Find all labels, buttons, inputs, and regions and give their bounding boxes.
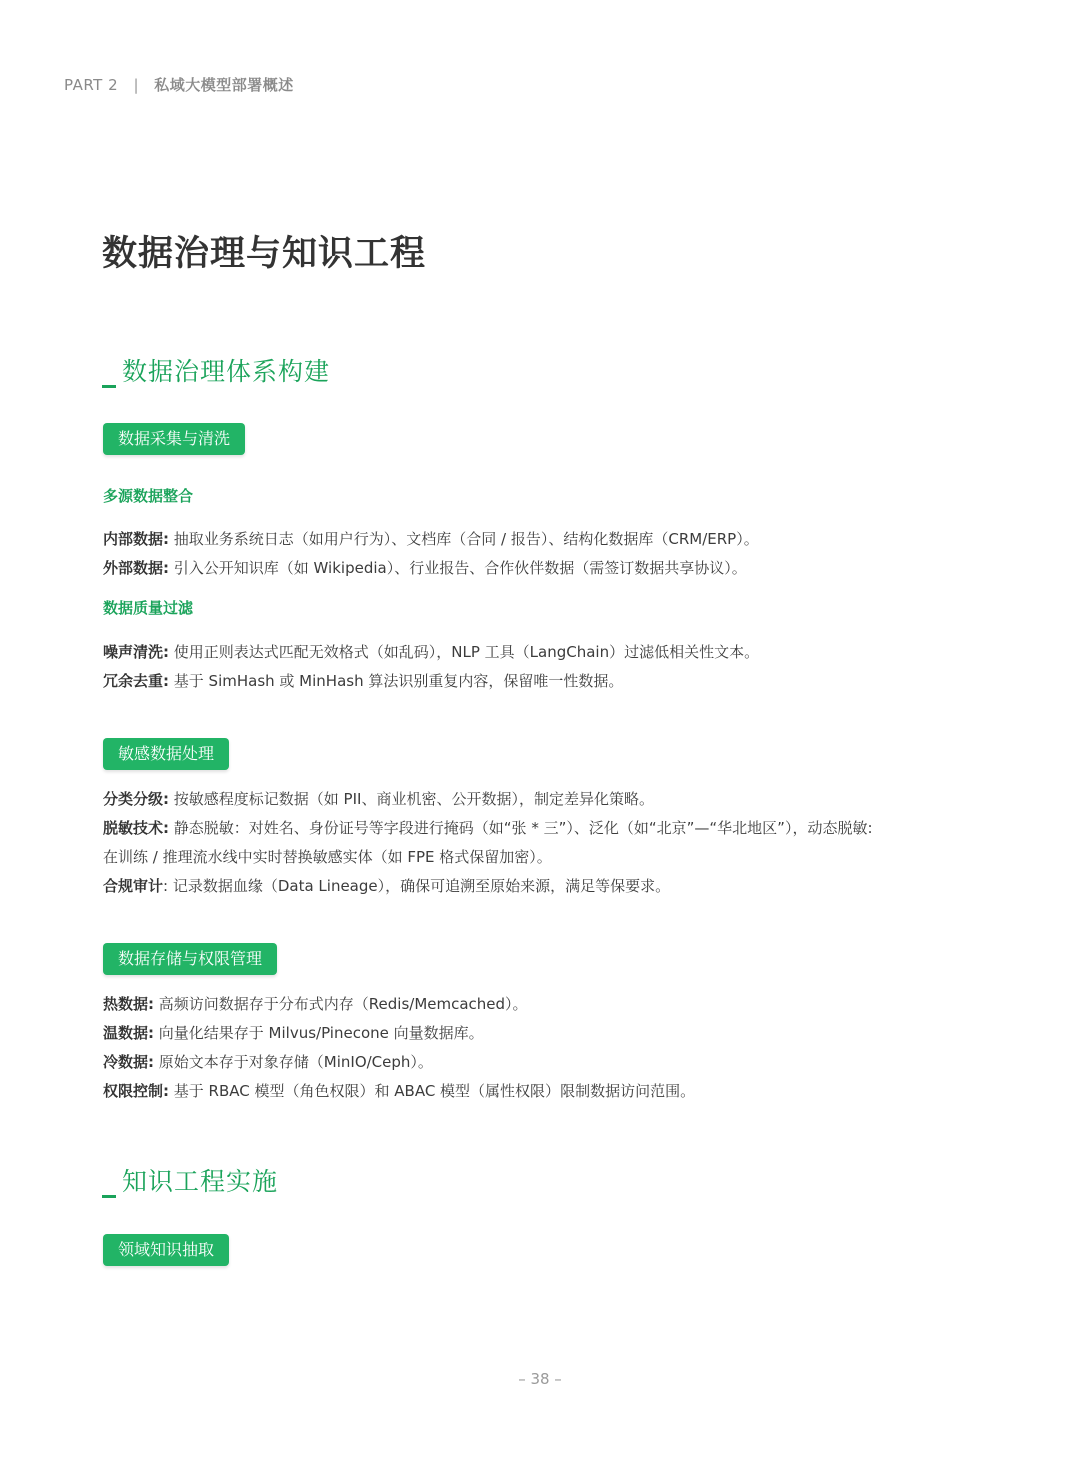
label-desensitization: 脱敏技术: xyxy=(103,819,169,837)
paragraph-hot-data xyxy=(103,993,528,1014)
page-number: – 38 – xyxy=(518,1370,562,1388)
header-separator: | xyxy=(133,76,139,94)
text-desensitization-2: 在训练 / 推理流水线中实时替换敏感实体（如 FPE 格式保留加密）。 xyxy=(103,848,552,866)
tag-sensitive-data: 敏感数据处理 xyxy=(103,738,229,770)
label-classification: 分类分级: xyxy=(103,790,169,808)
paragraph-external-data xyxy=(103,557,747,578)
paragraph-classification xyxy=(103,788,654,809)
page-title: 数据治理与知识工程 xyxy=(102,234,427,274)
text-dedup: 基于 SimHash 或 MinHash 算法识别重复内容，保留唯一性数据。 xyxy=(173,672,624,690)
section-heading-text: 数据治理体系构建 xyxy=(122,357,331,386)
heading-underscore-mark xyxy=(102,1195,116,1198)
paragraph-compliance-audit xyxy=(103,875,670,896)
text-external-data: 引入公开知识库（如 Wikipedia）、行业报告、合作伙伴数据（需签订数据共享协议）。 xyxy=(173,559,747,577)
label-compliance-audit: 合规审计 xyxy=(103,877,164,895)
text-noise-cleaning: 使用正则表达式匹配无效格式（如乱码），NLP 工具（LangChain）过滤低相关性文本。 xyxy=(173,643,760,661)
text-access-control: 基于 RBAC 模型（角色权限）和 ABAC 模型（属性权限）限制数据访问范围。 xyxy=(173,1082,696,1100)
paragraph-desensitization xyxy=(103,817,873,838)
tag-storage-permissions: 数据存储与权限管理 xyxy=(103,943,277,975)
paragraph-desensitization-cont xyxy=(103,846,552,867)
paragraph-access-control xyxy=(103,1080,695,1101)
paragraph-cold-data xyxy=(103,1051,433,1072)
text-hot-data: 高频访问数据存于分布式内存（Redis/Memcached）。 xyxy=(158,995,528,1013)
text-cold-data: 原始文本存于对象存储（MinIO/Ceph）。 xyxy=(158,1053,433,1071)
running-header xyxy=(64,74,294,95)
text-compliance-audit: : 记录数据血缘（Data Lineage），确保可追溯至原始来源，满足等保要求。 xyxy=(163,877,671,895)
paragraph-noise-cleaning xyxy=(103,641,759,662)
subheading-quality-filter: 数据质量过滤 xyxy=(103,599,194,617)
tag-domain-knowledge: 领域知识抽取 xyxy=(103,1234,229,1266)
label-noise-cleaning: 噪声清洗: xyxy=(103,643,169,661)
header-section: 私域大模型部署概述 xyxy=(154,76,294,94)
text-desensitization-1: 静态脱敏：对姓名、身份证号等字段进行掩码（如“张 * 三”）、泛化（如“北京”—“华北地区”），动态脱敏: xyxy=(173,819,873,837)
paragraph-internal-data xyxy=(103,528,759,549)
paragraph-warm-data xyxy=(103,1022,484,1043)
label-internal-data: 内部数据: xyxy=(103,530,169,548)
text-classification: 按敏感程度标记数据（如 PII、商业机密、公开数据），制定差异化策略。 xyxy=(173,790,654,808)
label-warm-data: 温数据: xyxy=(103,1024,154,1042)
tag-data-collection: 数据采集与清洗 xyxy=(103,423,245,455)
text-internal-data: 抽取业务系统日志（如用户行为）、文档库（合同 / 报告）、结构化数据库（CRM/ERP）。 xyxy=(173,530,759,548)
heading-underscore-mark xyxy=(102,385,116,388)
label-dedup: 冗余去重: xyxy=(103,672,169,690)
subheading-multi-source: 多源数据整合 xyxy=(103,487,194,505)
section-heading-text: 知识工程实施 xyxy=(122,1167,279,1196)
label-cold-data: 冷数据: xyxy=(103,1053,154,1071)
header-part: PART 2 xyxy=(64,76,119,94)
section-heading-governance xyxy=(102,352,330,388)
text-warm-data: 向量化结果存于 Milvus/Pinecone 向量数据库。 xyxy=(158,1024,484,1042)
label-hot-data: 热数据: xyxy=(103,995,154,1013)
label-access-control: 权限控制: xyxy=(103,1082,169,1100)
section-heading-knowledge xyxy=(102,1162,278,1198)
label-external-data: 外部数据: xyxy=(103,559,169,577)
paragraph-dedup xyxy=(103,670,623,691)
